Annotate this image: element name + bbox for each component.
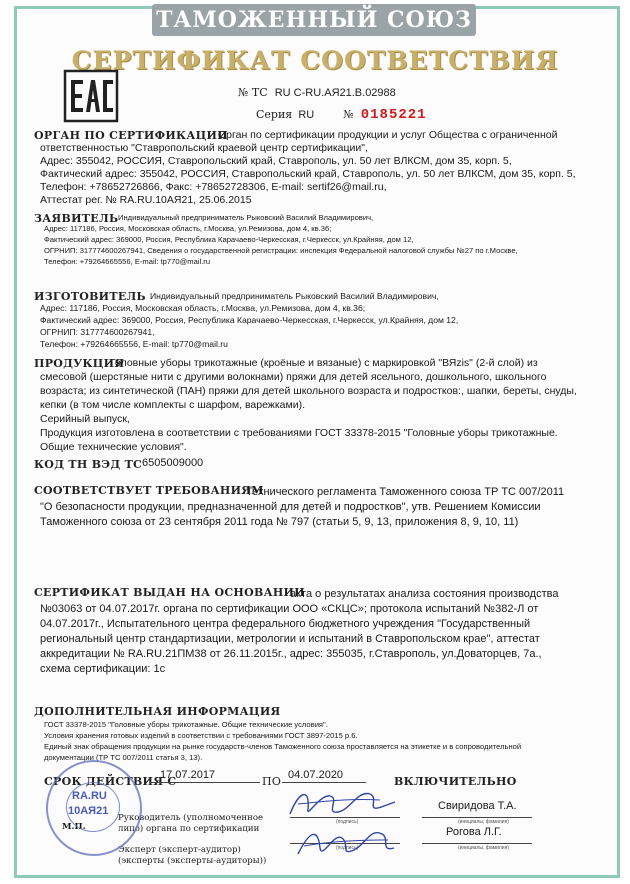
serial-number-label: №: [343, 108, 354, 121]
serial-number: 0185221: [360, 107, 427, 123]
extra-line-1: ГОСТ 33378-2015 "Головные уборы трикотажные. Общие технические условия".: [44, 720, 328, 729]
organ-line-4: Фактический адрес: 355042, РОССИЯ, Ставропольский край, Ставрополь, ул. 50 лет ВЛКСМ, дом 35, корп. 5,: [40, 168, 576, 180]
head-sig-caption: (подпись): [336, 819, 359, 825]
product-line-3: возраста; из синтетической (ПАН) пряжи для детей школьного возраста и подростков:, шапки, береты, снуды,: [40, 385, 577, 397]
validity-to: 04.07.2020: [288, 769, 344, 781]
product-line-7: Общие технические условия".: [40, 441, 187, 453]
organ-line-5: Телефон: +78652726866, Факс: +78652728306, E-mail: sertif26@mail.ru,: [40, 181, 387, 193]
manufacturer-line-3: Фактический адрес: 369000, Россия, Республика Карачаево-Черкесская, г.Черкесск, ул.Крайняя, дом 12,: [40, 315, 459, 325]
extra-line-3: Единый знак обращения продукции на рынке государств-членов Таможенного союза проставляется на этикетке и в сопроводительной: [44, 742, 522, 751]
eac-logo-icon: [62, 68, 120, 124]
expert-name-line: [422, 843, 532, 844]
extra-line-4: документации (ТР ТС 007/2011 статья 3, 13).: [44, 753, 203, 762]
mp-label: М.П.: [62, 822, 86, 832]
applicant-line-5: Телефон: +79264665556, E-mail: tp770@mail.ru: [44, 257, 211, 266]
stamp-line-2: 10АЯ21: [68, 805, 109, 817]
series-value: RU: [298, 109, 315, 121]
applicant-line-1: Индивидуальный предприниматель Рыковский Василий Владимирович,: [118, 213, 374, 222]
expert-init-caption: (инициалы, фамилия): [458, 845, 509, 851]
product-line-6: Продукция изготовлена в соответствии с требованиями ГОСТ 33378-2015 "Головные уборы трикотажные.: [40, 427, 558, 439]
basis-line-1: акта о результатах анализа состояния производства: [290, 588, 559, 600]
basis-line-3: 04.07.2017г., Испытательного центра федерального бюджетного учреждения "Государственный: [40, 618, 531, 630]
expert-label-1: Эксперт (эксперт-аудитор): [118, 845, 241, 855]
validity-to-label: ПО: [262, 775, 282, 788]
applicant-line-2: Адрес: 117186, Россия, Московская область, г.Москва, ул.Ремизова, дом 4, кв.36;: [44, 224, 332, 233]
validity-heading: СРОК ДЕЙСТВИЯ С: [44, 775, 177, 788]
expert-label-2: (эксперты (эксперты-аудиторы)): [118, 856, 267, 866]
basis-line-5: аккредитации № RA.RU.21ПМ38 от 26.11.2015г., адрес: 355035, г.Ставрополь, ул.Доваторцев, 7а.,: [40, 648, 542, 660]
basis-line-4: региональный центр стандартизации, метрологии и испытаний в Ставропольском крае", аттестат: [40, 633, 540, 645]
product-line-1: Головные уборы трикотажные (кроёные и вязаные) с маркировкой "ВЯzis" (2-й слой) из: [110, 357, 538, 369]
customs-union-title: ТАМОЖЕННЫЙ СОЮЗ: [156, 7, 472, 33]
product-line-2: смесовой (шерстяные нити с другими волокнами) пряжи для детей ясельного, дошкольного, школьного: [40, 371, 547, 383]
manufacturer-line-5: Телефон: +79264665556, E-mail: tp770@mail.ru: [40, 339, 228, 349]
product-heading: ПРОДУКЦИЯ: [34, 357, 125, 370]
head-name: Свиридова Т.А.: [438, 800, 517, 812]
series-row: [256, 107, 427, 123]
head-name-line: [422, 817, 532, 818]
expert-signature-icon: [290, 820, 400, 864]
manufacturer-line-1: Индивидуальный предприниматель Рыковский Василий Владимирович,: [150, 291, 439, 301]
series-label: Серия: [256, 108, 293, 121]
validity-inclusive: ВКЛЮЧИТЕЛЬНО: [394, 775, 517, 788]
organ-line-6: Аттестат рег. № RA.RU.10АЯ21, 25.06.2015: [40, 194, 252, 206]
organ-line-3: Адрес: 355042, РОССИЯ, Ставропольский край, Ставрополь, ул. 50 лет ВЛКСМ, дом 35, корп. 5,: [40, 155, 512, 167]
code-heading: КОД ТН ВЭД ТС: [34, 458, 143, 471]
manufacturer-line-4: ОГРНИП: 317774600267941,: [40, 327, 155, 337]
tc-number-label: № ТС: [238, 86, 268, 99]
basis-line-6: схема сертификации: 1с: [40, 663, 166, 675]
head-label-2: лицо) органа по сертификации: [118, 824, 260, 834]
applicant-line-4: ОГРНИП: 317774600267941, Сведения о государственной регистрации: инспекция Федеральной налоговой службы №27 по г.Москве,: [44, 246, 518, 255]
tc-number: RU C-RU.АЯ21.В.02988: [274, 87, 396, 99]
code-value: 6505009000: [142, 457, 204, 469]
conformity-line-3: Таможенного союза от 23 сентября 2011 года № 797 (статьи 5, 9, 13, приложения 8, 9, 10, 11): [40, 516, 519, 528]
manufacturer-heading: ИЗГОТОВИТЕЛЬ: [34, 290, 146, 303]
validity-from: 17.07.2017: [160, 769, 216, 781]
validity-to-line: [282, 782, 366, 783]
validity-from-line: [150, 782, 260, 783]
conformity-line-2: "О безопасности продукции, предназначенной для детей и подростков", утв. Решением Комиссии: [40, 501, 541, 513]
head-signature-icon: [280, 784, 400, 824]
certificate-title: СЕРТИФИКАТ СООТВЕТСТВИЯ: [71, 46, 559, 75]
extra-line-2: Условия хранения готовых изделий в соответствии с требованиями ГОСТ 3897-2015 р.6.: [44, 731, 358, 740]
organ-line-2: ответственностью "Ставропольский краевой центр сертификации",: [40, 142, 368, 154]
basis-line-2: №03063 от 04.07.2017г. органа по сертификации ООО «СКЦС»; протокола испытаний №382-Л от: [40, 603, 539, 615]
organ-heading: ОРГАН ПО СЕРТИФИКАЦИИ: [34, 129, 228, 142]
basis-heading: СЕРТИФИКАТ ВЫДАН НА ОСНОВАНИИ: [34, 586, 305, 599]
product-line-4: кепки (в том числе комплекты с шарфом, варежками).: [40, 399, 305, 411]
customs-union-banner: [152, 4, 476, 36]
extra-heading: ДОПОЛНИТЕЛЬНАЯ ИНФОРМАЦИЯ: [34, 705, 281, 718]
expert-name: Рогова Л.Г.: [446, 826, 502, 838]
stamp-line-1: RA.RU: [72, 790, 107, 802]
expert-sig-caption: (подпись): [336, 845, 359, 851]
head-label-1: Руководитель (уполномоченное: [118, 813, 264, 823]
applicant-line-3: Фактический адрес: 369000, Россия, Республика Карачаево-Черкесская, г.Черкесск, ул.Крайняя, дом 12,: [44, 235, 414, 244]
head-init-caption: (инициалы, фамилия): [458, 819, 509, 825]
tc-number-row: [238, 86, 396, 99]
applicant-heading: ЗАЯВИТЕЛЬ: [34, 212, 119, 225]
manufacturer-line-2: Адрес: 117186, Россия, Московская область, г.Москва, ул.Ремизова, дом 4, кв.36;: [40, 303, 366, 313]
conformity-line-1: Технического регламента Таможенного союза ТР ТС 007/2011: [246, 486, 565, 498]
product-line-5: Серийный выпуск,: [40, 413, 130, 425]
conformity-heading: СООТВЕТСТВУЕТ ТРЕБОВАНИЯМ: [34, 484, 264, 497]
organ-line-1: Орган по сертификации продукции и услуг Общества с ограниченной: [218, 129, 558, 141]
